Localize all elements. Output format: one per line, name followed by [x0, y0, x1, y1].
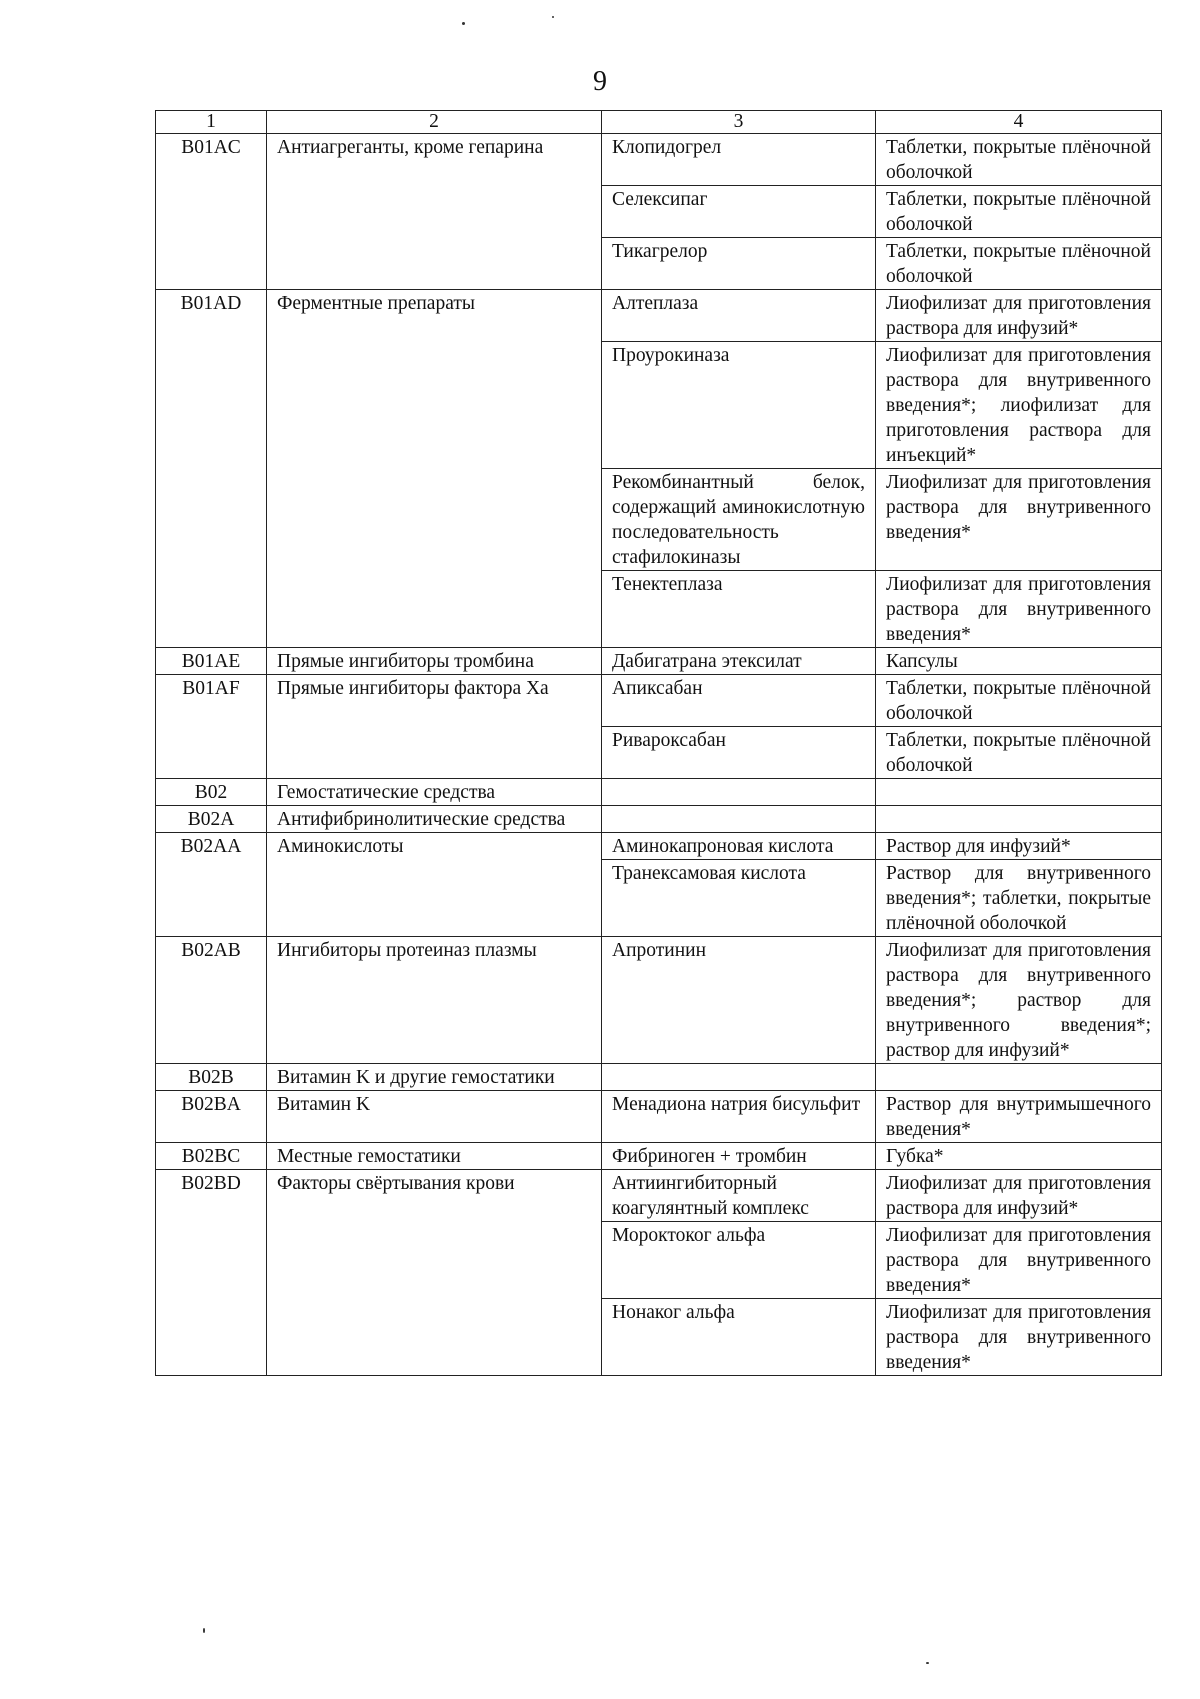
atc-code-cell: B02 [156, 779, 267, 806]
table-row [156, 1064, 1162, 1091]
dosage-form-cell: Лиофилизат для приготовления раствора для внутривенного введения* [876, 1299, 1162, 1376]
header-row [156, 111, 1162, 134]
drug-name-cell: Нонаког альфа [602, 1299, 876, 1376]
atc-code-cell: B02A [156, 806, 267, 833]
drug-name-cell: Рекомбинантный белок, содержащий аминокислотную последовательность стафилокиназы [602, 469, 876, 571]
drug-name-cell: Тикагрелор [602, 238, 876, 290]
drug-name-cell: Апиксабан [602, 675, 876, 727]
group-name-cell: Аминокислоты [267, 833, 602, 937]
table-row [156, 1091, 1162, 1143]
atc-code-cell: B02BA [156, 1091, 267, 1143]
column-header: 1 [156, 111, 267, 134]
drug-table [155, 110, 1162, 1376]
dosage-form-cell: Лиофилизат для приготовления раствора для инфузий* [876, 1170, 1162, 1222]
drug-name-cell: Аминокапроновая кислота [602, 833, 876, 860]
table-row [156, 937, 1162, 1064]
dosage-form-cell: Лиофилизат для приготовления раствора для внутривенного введения* [876, 469, 1162, 571]
column-header: 4 [876, 111, 1162, 134]
drug-name-cell: Тенектеплаза [602, 571, 876, 648]
dosage-form-cell: Таблетки, покрытые плёночной оболочкой [876, 238, 1162, 290]
drug-name-cell: Дабигатрана этексилат [602, 648, 876, 675]
scan-speck [203, 1628, 205, 1633]
atc-code-cell: B01AF [156, 675, 267, 779]
table-row [156, 1143, 1162, 1170]
column-header: 2 [267, 111, 602, 134]
drug-name-cell [602, 779, 876, 806]
group-name-cell: Прямые ингибиторы фактора Xa [267, 675, 602, 779]
dosage-form-cell: Лиофилизат для приготовления раствора для внутривенного введения* [876, 1222, 1162, 1299]
dosage-form-cell: Таблетки, покрытые плёночной оболочкой [876, 675, 1162, 727]
table-row [156, 779, 1162, 806]
group-name-cell: Витамин K [267, 1091, 602, 1143]
atc-code-cell: B02AA [156, 833, 267, 937]
atc-code-cell: B01AC [156, 134, 267, 290]
dosage-form-cell: Лиофилизат для приготовления раствора для инфузий* [876, 290, 1162, 342]
dosage-form-cell: Раствор для внутримышечного введения* [876, 1091, 1162, 1143]
group-name-cell: Ферментные препараты [267, 290, 602, 648]
column-header: 3 [602, 111, 876, 134]
dosage-form-cell: Капсулы [876, 648, 1162, 675]
table-row [156, 1170, 1162, 1222]
group-name-cell: Гемостатические средства [267, 779, 602, 806]
group-name-cell: Прямые ингибиторы тромбина [267, 648, 602, 675]
drug-name-cell: Мороктоког альфа [602, 1222, 876, 1299]
page-number: 9 [593, 66, 607, 97]
atc-code-cell: B01AD [156, 290, 267, 648]
drug-name-cell: Клопидогрел [602, 134, 876, 186]
table-row [156, 833, 1162, 860]
dosage-form-cell [876, 1064, 1162, 1091]
drug-name-cell: Фибриноген + тромбин [602, 1143, 876, 1170]
group-name-cell: Антиагреганты, кроме гепарина [267, 134, 602, 290]
dosage-form-cell: Лиофилизат для приготовления раствора для внутривенного введения* [876, 571, 1162, 648]
drug-name-cell: Менадиона натрия бисульфит [602, 1091, 876, 1143]
drug-name-cell: Проурокиназа [602, 342, 876, 469]
dosage-form-cell: Лиофилизат для приготовления раствора для внутривенного введения*; раствор для внутривенного введения*; раствор для инфузий* [876, 937, 1162, 1064]
dosage-form-cell: Таблетки, покрытые плёночной оболочкой [876, 134, 1162, 186]
table-row [156, 675, 1162, 727]
drug-name-cell [602, 806, 876, 833]
dosage-form-cell: Раствор для внутривенного введения*; таблетки, покрытые плёночной оболочкой [876, 860, 1162, 937]
table-row [156, 806, 1162, 833]
atc-code-cell: B02B [156, 1064, 267, 1091]
drug-name-cell [602, 1064, 876, 1091]
drug-name-cell: Апротинин [602, 937, 876, 1064]
dosage-form-cell [876, 779, 1162, 806]
group-name-cell: Антифибринолитические средства [267, 806, 602, 833]
scan-speck [926, 1662, 929, 1664]
scan-speck [552, 16, 554, 18]
dosage-form-cell: Таблетки, покрытые плёночной оболочкой [876, 727, 1162, 779]
table-row [156, 134, 1162, 186]
table-row [156, 648, 1162, 675]
drug-name-cell: Транексамовая кислота [602, 860, 876, 937]
group-name-cell: Витамин K и другие гемостатики [267, 1064, 602, 1091]
group-name-cell: Ингибиторы протеиназ плазмы [267, 937, 602, 1064]
group-name-cell: Факторы свёртывания крови [267, 1170, 602, 1376]
atc-code-cell: B01AE [156, 648, 267, 675]
drug-name-cell: Антиингибиторный коагулянтный комплекс [602, 1170, 876, 1222]
atc-code-cell: B02BD [156, 1170, 267, 1376]
drug-name-cell: Ривароксабан [602, 727, 876, 779]
drug-name-cell: Селексипаг [602, 186, 876, 238]
dosage-form-cell: Губка* [876, 1143, 1162, 1170]
drug-name-cell: Алтеплаза [602, 290, 876, 342]
group-name-cell: Местные гемостатики [267, 1143, 602, 1170]
dosage-form-cell: Раствор для инфузий* [876, 833, 1162, 860]
dosage-form-cell: Лиофилизат для приготовления раствора для внутривенного введения*; лиофилизат для приготовления раствора для инъекций* [876, 342, 1162, 469]
dosage-form-cell: Таблетки, покрытые плёночной оболочкой [876, 186, 1162, 238]
table-row [156, 290, 1162, 342]
dosage-form-cell [876, 806, 1162, 833]
atc-code-cell: B02AB [156, 937, 267, 1064]
atc-code-cell: B02BC [156, 1143, 267, 1170]
scan-speck [462, 22, 465, 25]
